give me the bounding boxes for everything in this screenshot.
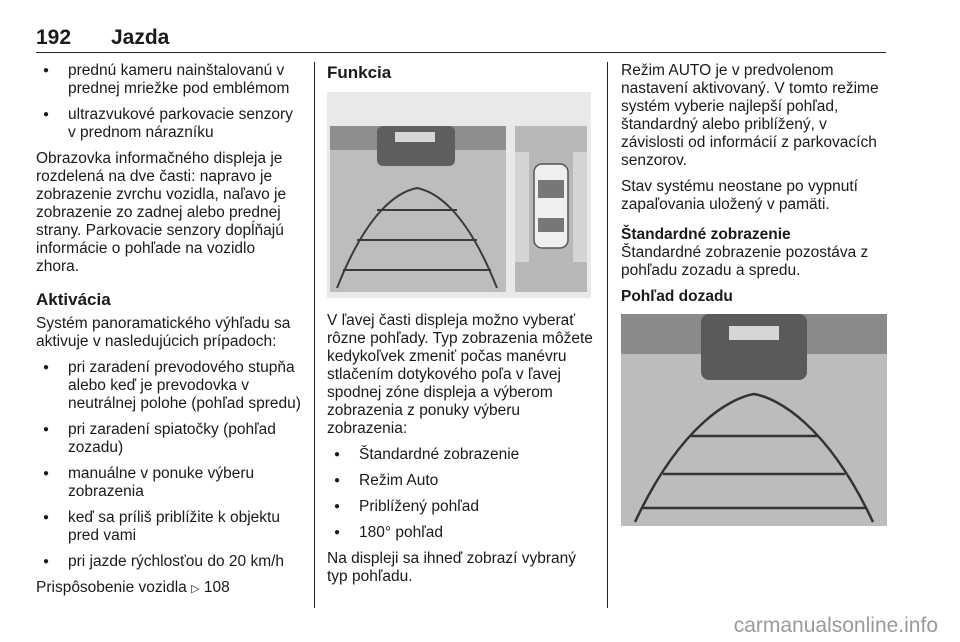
heading-standard-view: Štandardné zobrazenie [621,226,791,243]
page-number: 192 [36,26,72,49]
list-item: ● Priblížený pohľad [327,498,595,516]
page-reference[interactable] [36,579,302,598]
paragraph: Systém panoramatického výhľadu sa aktivuje v nasledujúcich prípadoch: [36,315,291,350]
column-3 [621,62,889,526]
paragraph: Na displeji sa ihneď zobrazí vybraný typ pohľadu. [327,550,577,585]
reference-page: 108 [203,579,230,596]
heading-rear-view: Pohľad dozadu [621,288,733,305]
camera-split-view-illustration [327,92,591,298]
list-item: ● Režim Auto [327,472,595,490]
paragraph: Obrazovka informačného displeja je rozdelená na dve časti: napravo je zobrazenie zvrchu vozidla, naľavo je zobrazenie zo zadnej alebo prednej strany. Parkovacie senzory dopĺňajú informácie o pohľade na vozidlo zhora. [36,150,287,275]
heading-function: Funkcia [327,63,392,82]
list-item: ● Štandardné zobrazenie [327,446,595,464]
paragraph: Stav systému neostane po vypnutí zapaľovania uložený v pamäti. [621,178,858,213]
page-header [36,26,886,53]
column-divider [314,62,315,608]
reference-text: Prispôsobenie vozidla [36,579,187,596]
list-item: ● keď sa príliš priblížite k objektu pred vami [36,509,302,545]
paragraph: Režim AUTO je v predvolenom nastavení aktivovaný. V tomto režime systém vyberie najlepší pohľad, štandardný alebo priblížený, v závislosti od informácií z parkovacích senzorov. [621,62,879,169]
list-item: ● pri zaradení prevodového stupňa alebo keď je prevodovka v neutrálnej polohe (pohľad spredu) [36,359,302,413]
paragraph: V ľavej časti displeja možno vyberať rôzne pohľady. Typ zobrazenia môžete kedykoľvek zmeniť počas manévru stlačením dotykového poľa v ľavej spodnej zóne displeja a výberom zobrazenia z ponuky výberu zobrazenia: [327,312,593,437]
figure-split-view [327,92,591,298]
column-divider [607,62,608,608]
triangle-right-icon: ▷ [191,583,200,595]
watermark: carmanualsonline.info [733,614,938,637]
column-2 [327,62,595,594]
column-1 [36,62,302,598]
list-item: ● 180° pohľad [327,524,595,542]
list-item: ● pri jazde rýchlosťou do 20 km/h [36,553,302,571]
section-title: Jazda [111,26,170,49]
list-item: ● ultrazvukové parkovacie senzory v prednom nárazníku [36,106,302,142]
list-item: ● prednú kameru nainštalovanú v prednej mriežke pod emblémom [36,62,302,98]
list-item: ● pri zaradení spiatočky (pohľad zozadu) [36,421,302,457]
paragraph: Štandardné zobrazenie pozostáva z pohľadu zozadu a spredu. [621,244,869,279]
rear-camera-illustration [621,314,887,526]
figure-rear-view [621,314,887,526]
list-item: ● manuálne v ponuke výberu zobrazenia [36,465,302,501]
heading-activation: Aktivácia [36,290,111,309]
